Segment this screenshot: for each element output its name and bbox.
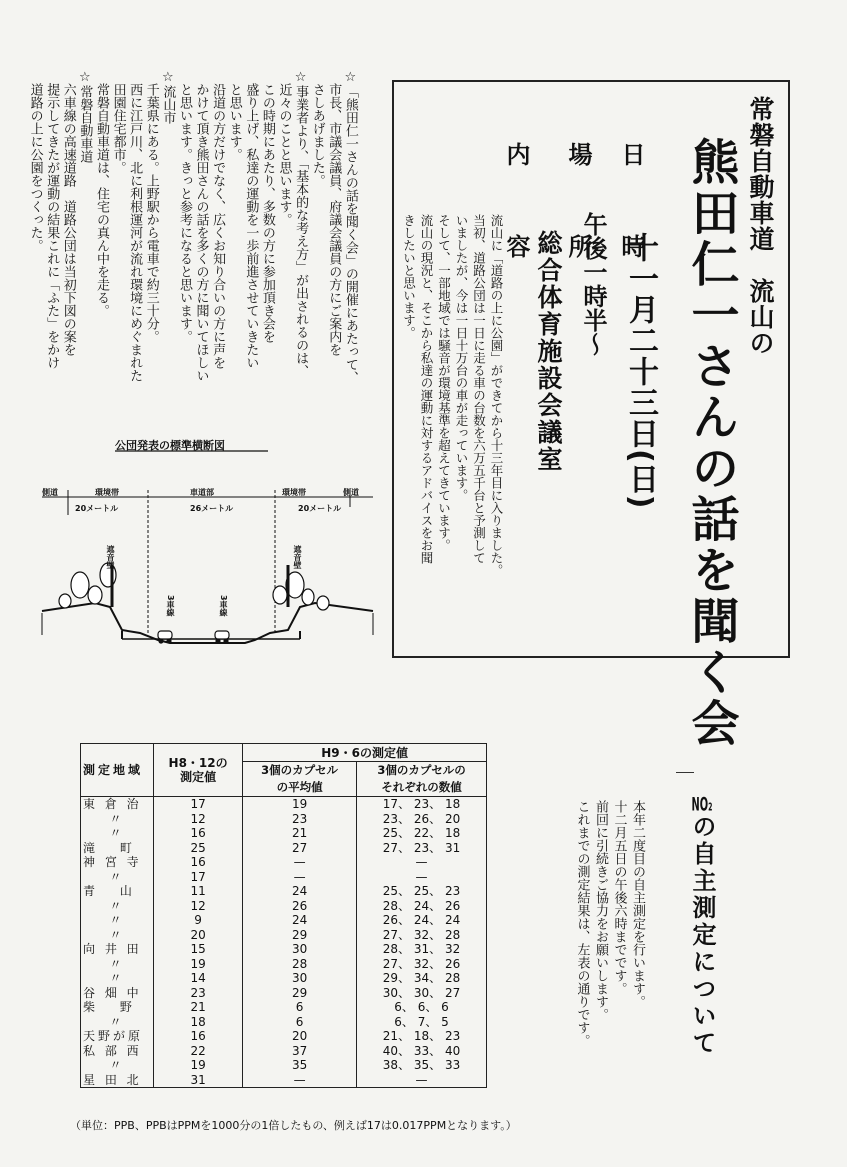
average-value-cell: — xyxy=(243,870,357,885)
average-value-cell: 19 xyxy=(243,797,357,812)
table-row xyxy=(81,928,487,943)
table-row xyxy=(81,1029,487,1044)
content-line: きしたいと思います。 xyxy=(401,214,417,339)
table-unit-note: （単位：PPB、PPBはPPMを1000分の1倍したもの、例えば17は0.017PPMとなります。） xyxy=(70,1119,517,1132)
table-row xyxy=(81,942,487,957)
note-line: と思います。きっと参考になると思います。 xyxy=(176,70,192,343)
location-cell: 神 宮 寺 xyxy=(81,855,154,870)
lane-left-label: 3車線 xyxy=(166,595,175,617)
h8-value-cell: 23 xyxy=(154,986,243,1001)
header-avg-line2: の平均値 xyxy=(276,780,323,794)
table-row xyxy=(81,913,487,928)
cross-section-drawing xyxy=(40,435,375,655)
notes-block xyxy=(26,70,358,384)
header-vals-line1: 3個のカプセルの xyxy=(377,763,466,777)
width-center-label: 26メートル xyxy=(190,504,234,513)
location-cell: 〃 xyxy=(81,1015,154,1030)
no2-line: 本年二度目の自主測定を行います。 xyxy=(630,800,645,1008)
capsule-values-cell: 27、 23、 31 xyxy=(357,841,487,856)
table-row xyxy=(81,812,487,827)
barrier-left-label: 遮音壁 xyxy=(106,545,115,569)
capsule-values-cell: 25、 22、 18 xyxy=(357,826,487,841)
content-line: そして、一部地域では騒音が環境基準を超えてきています。 xyxy=(436,214,452,552)
place-value: 総合体育施設会議室 xyxy=(534,230,563,473)
capsule-values-cell: 23、 26、 20 xyxy=(357,812,487,827)
h8-value-cell: 12 xyxy=(154,899,243,914)
location-cell: 柴 野 xyxy=(81,1000,154,1015)
location-cell: 私 部 西 xyxy=(81,1044,154,1059)
table-row xyxy=(81,1058,487,1073)
h8-value-cell: 17 xyxy=(154,797,243,812)
measurement-table xyxy=(80,743,487,1088)
env-zone-right-label: 環境帯 xyxy=(282,488,306,497)
h8-value-cell: 25 xyxy=(154,841,243,856)
no2-chem: NO₂ xyxy=(691,795,713,814)
header-h8 xyxy=(154,744,243,797)
table-row xyxy=(81,826,487,841)
capsule-values-cell: — xyxy=(357,855,487,870)
average-value-cell: 29 xyxy=(243,986,357,1001)
capsule-values-cell: 25、 25、 23 xyxy=(357,884,487,899)
h8-value-cell: 21 xyxy=(154,1000,243,1015)
h8-value-cell: 14 xyxy=(154,971,243,986)
note-line: 常磐自動車道は、住宅の真ん中を走る。 xyxy=(93,70,109,317)
average-value-cell: 24 xyxy=(243,913,357,928)
note-line: 提示してきたが運動の結果これに「ふた」をかけ xyxy=(44,70,60,369)
announcement-box xyxy=(392,80,790,749)
table-row xyxy=(81,986,487,1001)
location-cell: 〃 xyxy=(81,928,154,943)
header-avg-line1: 3個のカプセル xyxy=(261,763,339,777)
note-line: 沿道の方だけでなく、広くお知り合いの方に声を xyxy=(210,70,226,369)
location-cell: 向 井 田 xyxy=(81,942,154,957)
table-row xyxy=(81,971,487,986)
note-line: 西に江戸川、北に利根運河が流れ環境にめぐまれた xyxy=(127,70,143,382)
location-cell: 天野が原 xyxy=(81,1029,154,1044)
average-value-cell: 26 xyxy=(243,899,357,914)
average-value-cell: 20 xyxy=(243,1029,357,1044)
header-vals-line2: それぞれの数値 xyxy=(381,780,462,794)
note-line: 道路の上に公園をつくった。 xyxy=(27,70,43,252)
note-line: 六車線の高速道路 道路公団は当初下図の案を xyxy=(60,70,76,356)
location-cell: 〃 xyxy=(81,913,154,928)
note-line: さしあげました。 xyxy=(309,70,325,187)
note-line: ☆「熊田仁一さんの話を聞く会」の開催にあたって、 xyxy=(342,70,358,384)
content-line: 流山の現況と、そこから私達の運動に対するアドバイスをお聞 xyxy=(419,214,434,564)
h8-value-cell: 17 xyxy=(154,870,243,885)
header-h8-line1: H8・12の xyxy=(168,756,228,770)
h8-value-cell: 19 xyxy=(154,1058,243,1073)
no2-text xyxy=(572,800,646,1047)
capsule-values-cell: 38、 35、 33 xyxy=(357,1058,487,1073)
note-line: 田園住宅都市。 xyxy=(110,70,126,174)
h8-value-cell: 19 xyxy=(154,957,243,972)
average-value-cell: 29 xyxy=(243,928,357,943)
note-line: 近々のことと思います。 xyxy=(276,70,292,226)
location-cell: 谷 畑 中 xyxy=(81,986,154,1001)
capsule-values-cell: 26、 24、 24 xyxy=(357,913,487,928)
average-value-cell: 6 xyxy=(243,1000,357,1015)
average-value-cell: 27 xyxy=(243,841,357,856)
header-location: 測定地域 xyxy=(81,744,154,797)
h8-value-cell: 16 xyxy=(154,855,243,870)
h8-value-cell: 20 xyxy=(154,928,243,943)
h8-value-cell: 12 xyxy=(154,812,243,827)
location-cell: 滝 町 xyxy=(81,841,154,856)
location-cell: 〃 xyxy=(81,812,154,827)
note-line: 盛り上げ、私達の運動を一歩前進させていきたい xyxy=(243,70,259,369)
h8-value-cell: 22 xyxy=(154,1044,243,1059)
no2-line: 前回に引続きご協力をお願いします。 xyxy=(593,800,608,1021)
time-value: 午後一時半～ xyxy=(579,212,607,356)
capsule-values-cell: 29、 34、 28 xyxy=(357,971,487,986)
capsule-values-cell: 28、 31、 32 xyxy=(357,942,487,957)
average-value-cell: 37 xyxy=(243,1044,357,1059)
note-line: 市長、市議会議員、府議会議員の方にご案内を xyxy=(326,70,342,356)
note-line: ☆流山市 xyxy=(160,70,176,124)
average-value-cell: 21 xyxy=(243,826,357,841)
average-value-cell: — xyxy=(243,1073,357,1088)
cross-section-diagram xyxy=(40,435,375,655)
header-avg xyxy=(243,762,357,797)
average-value-cell: 24 xyxy=(243,884,357,899)
content-text xyxy=(400,214,505,577)
h8-value-cell: 11 xyxy=(154,884,243,899)
no2-line: これまでの測定結果は、左表の通りです。 xyxy=(574,800,590,1047)
env-zone-left-label: 環境帯 xyxy=(95,488,119,497)
sidewalk-left-label: 側道 xyxy=(42,488,58,497)
h8-value-cell: 16 xyxy=(154,826,243,841)
content-line: いましたが、今は一日十万台の車が走っています。 xyxy=(454,214,469,502)
no2-line: 十二月五日の午後六時までです。 xyxy=(611,800,627,995)
date-label: 日 時 xyxy=(617,142,645,280)
lane-right-label: 3車線 xyxy=(219,595,228,617)
capsule-values-cell: 30、 30、 27 xyxy=(357,986,487,1001)
average-value-cell: — xyxy=(243,855,357,870)
capsule-values-cell: — xyxy=(357,870,487,885)
table-row xyxy=(81,1044,487,1059)
capsule-values-cell: 40、 33、 40 xyxy=(357,1044,487,1059)
content-line: 当初、道路公団は一日に走る車の台数を六万五千台と予測して xyxy=(471,214,487,564)
capsule-values-cell: 6、 7、 5 xyxy=(357,1015,487,1030)
table-row xyxy=(81,1015,487,1030)
note-line: ☆事業者より、「基本的な考え方」が出されるのは、 xyxy=(293,70,309,378)
capsule-values-cell: 28、 24、 26 xyxy=(357,899,487,914)
table-row xyxy=(81,957,487,972)
location-cell: 東 倉 治 xyxy=(81,797,154,812)
content-label: 内 容 xyxy=(502,142,530,280)
location-cell: 〃 xyxy=(81,870,154,885)
location-cell: 〃 xyxy=(81,826,154,841)
event-subtitle: 常磐自動車道 流山の xyxy=(746,96,775,356)
average-value-cell: 6 xyxy=(243,1015,357,1030)
roadway-label: 車道部 xyxy=(190,488,214,497)
no2-heading-text: の自主測定について xyxy=(688,814,716,1057)
barrier-right-label: 遮音壁 xyxy=(293,545,302,569)
sidewalk-right-label: 側道 xyxy=(343,488,359,497)
location-cell: 〃 xyxy=(81,957,154,972)
table-row xyxy=(81,841,487,856)
header-h9: H9・6の測定値 xyxy=(243,744,487,762)
h8-value-cell: 9 xyxy=(154,913,243,928)
width-right-label: 20メートル xyxy=(298,504,342,513)
table-row xyxy=(81,884,487,899)
capsule-values-cell: 21、 18、 23 xyxy=(357,1029,487,1044)
location-cell: 星 田 北 xyxy=(81,1073,154,1088)
table-row xyxy=(81,870,487,885)
location-cell: 〃 xyxy=(81,1058,154,1073)
table-row xyxy=(81,1000,487,1015)
capsule-values-cell: 27、 32、 28 xyxy=(357,928,487,943)
h8-value-cell: 15 xyxy=(154,942,243,957)
event-title: 熊田仁一さんの話を聞く会 xyxy=(683,137,739,749)
width-left-label: 20メートル xyxy=(75,504,119,513)
table-row xyxy=(81,797,487,812)
capsule-values-cell: — xyxy=(357,1073,487,1088)
diagram-title: 公団発表の標準横断図 xyxy=(115,439,225,452)
note-line: この時期にあたり、多数の方に参加頂き会を xyxy=(259,70,275,343)
note-line: と思います。 xyxy=(226,70,242,161)
note-line: かけて頂き熊田さんの話を多くの方に聞いてほしい xyxy=(193,70,209,382)
average-value-cell: 23 xyxy=(243,812,357,827)
header-h8-line2: 測定値 xyxy=(180,770,217,784)
average-value-cell: 35 xyxy=(243,1058,357,1073)
h8-value-cell: 31 xyxy=(154,1073,243,1088)
note-line: 千葉県にある。上野駅から電車で約三十分。 xyxy=(143,70,159,343)
table-row xyxy=(81,855,487,870)
content-line: 流山に「道路の上に公園」ができてから十三年目に入りました。 xyxy=(489,214,504,577)
location-cell: 青 山 xyxy=(81,884,154,899)
divider xyxy=(676,772,694,773)
location-cell: 〃 xyxy=(81,971,154,986)
no2-heading xyxy=(685,795,720,1057)
capsule-values-cell: 17、 23、 18 xyxy=(357,797,487,812)
average-value-cell: 30 xyxy=(243,942,357,957)
table-body xyxy=(81,797,487,1088)
table-row xyxy=(81,1073,487,1088)
header-vals xyxy=(357,762,487,797)
average-value-cell: 28 xyxy=(243,957,357,972)
average-value-cell: 30 xyxy=(243,971,357,986)
capsule-values-cell: 6、 6、 6 xyxy=(357,1000,487,1015)
capsule-values-cell: 27、 32、 26 xyxy=(357,957,487,972)
h8-value-cell: 16 xyxy=(154,1029,243,1044)
location-cell: 〃 xyxy=(81,899,154,914)
h8-value-cell: 18 xyxy=(154,1015,243,1030)
date-value: 十一月二十三日(日) xyxy=(623,232,658,510)
note-line: ☆常磐自動車道 xyxy=(77,70,93,163)
table-row xyxy=(81,899,487,914)
place-label: 場 所 xyxy=(564,142,592,280)
